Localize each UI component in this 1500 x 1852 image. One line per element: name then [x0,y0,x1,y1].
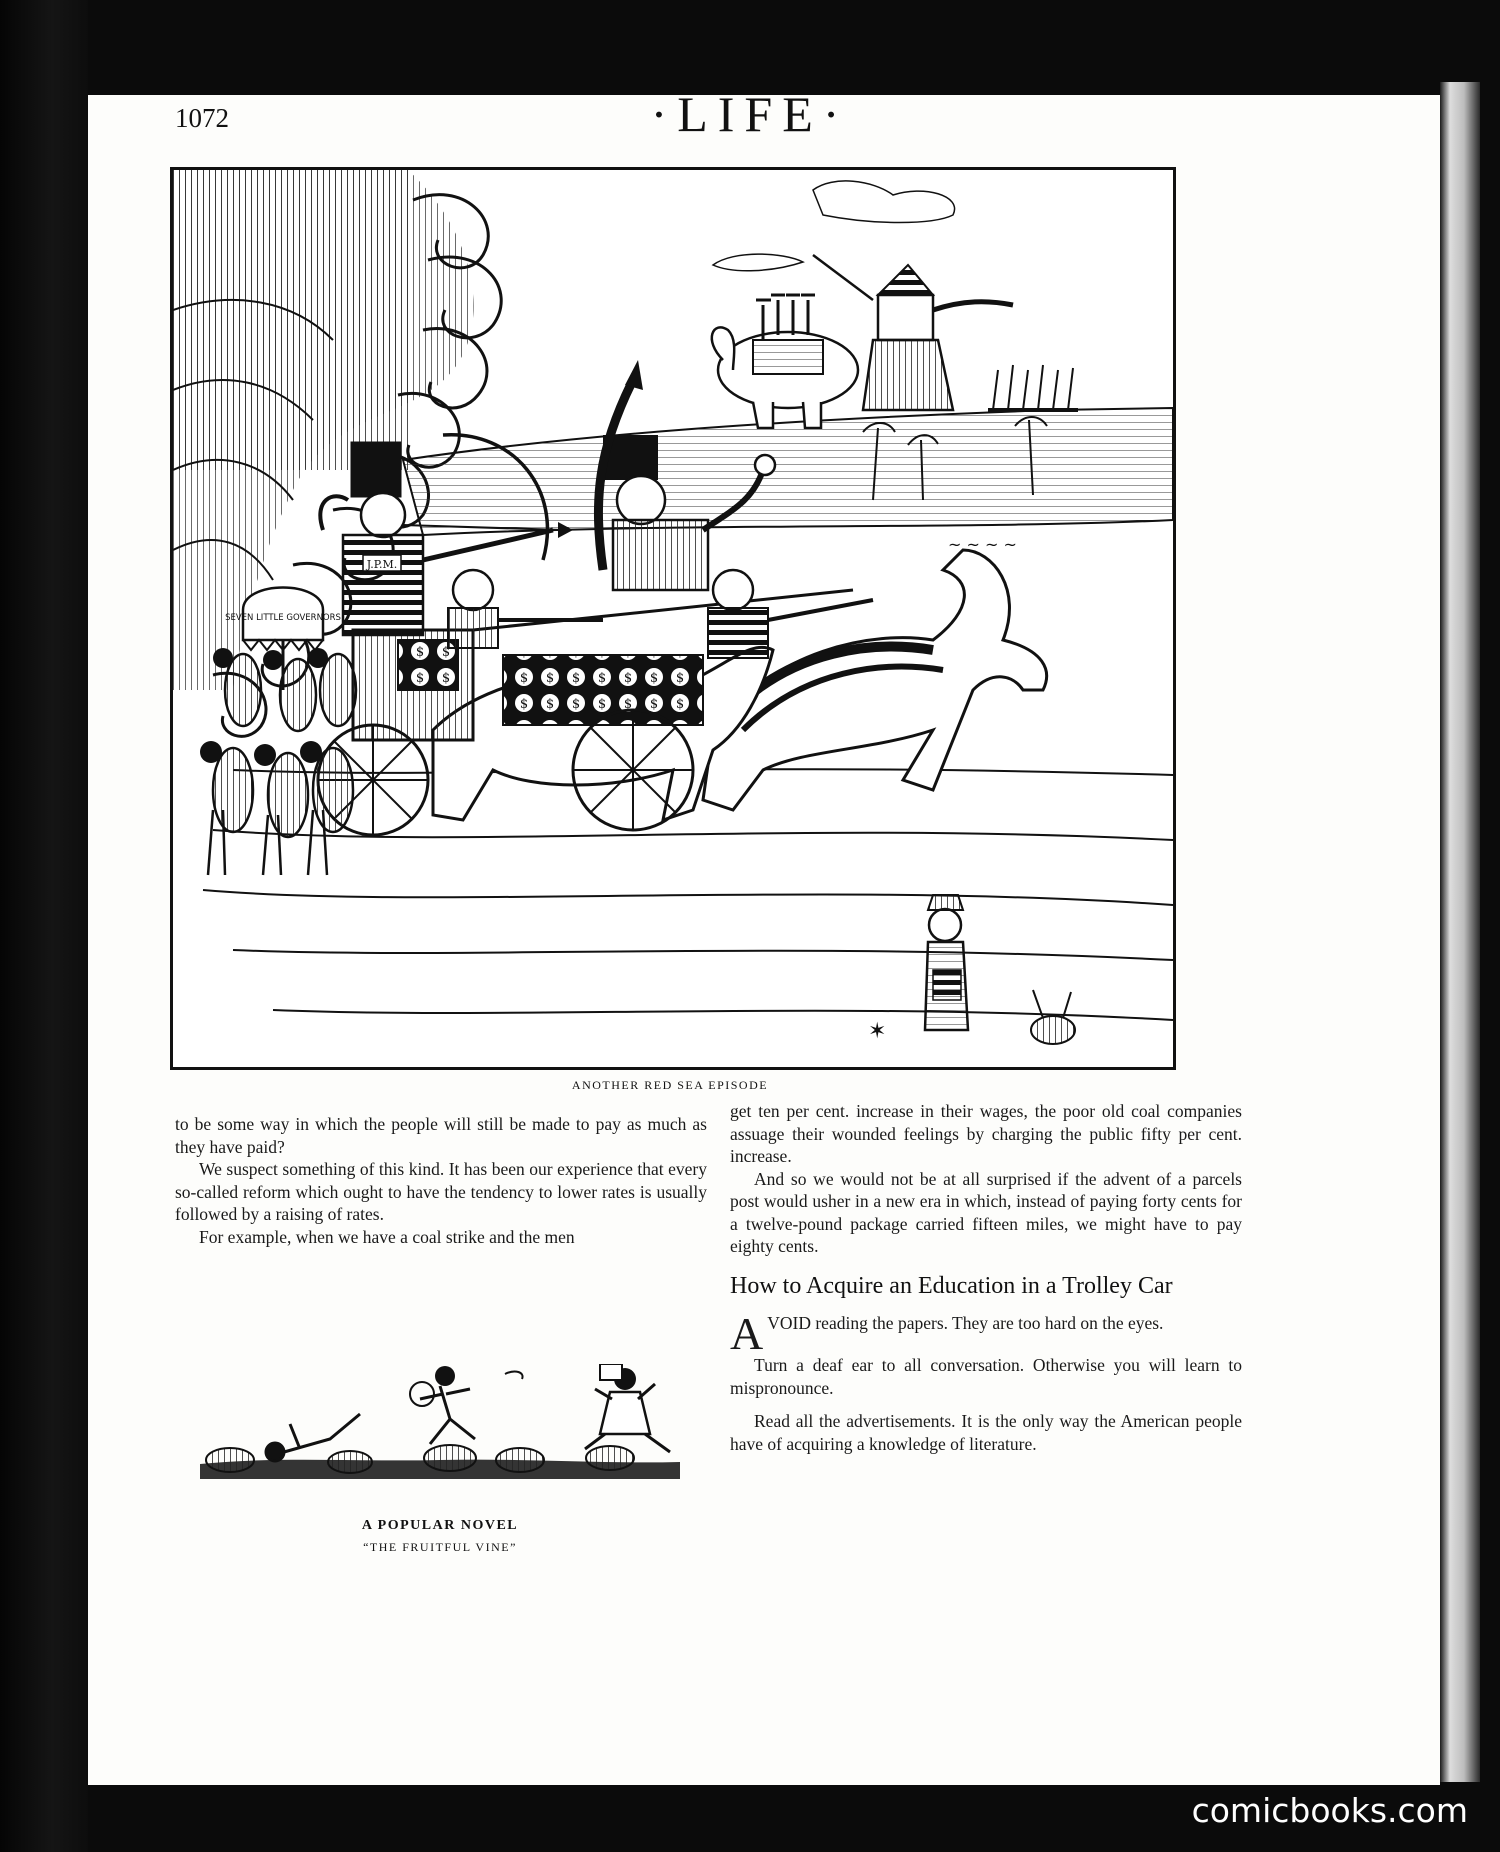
paragraph: to be some way in which the people will still be made to pay as much as they have paid? [175,1114,707,1157]
adjacent-page-edge [1440,82,1480,1782]
site-watermark: comicbooks.com [1191,1791,1468,1830]
page-number: 1072 [175,103,229,133]
article-body [730,1308,1242,1455]
article-title: How to Acquire an Education in a Trolley Car [730,1273,1173,1299]
popular-novel-cartoon [200,1364,680,1479]
article-lead [730,1308,1242,1359]
drop-cap: A [730,1308,764,1359]
paragraph: For example, when we have a coal strike and the men [199,1226,575,1247]
shirt-monogram: J.P.M. [366,558,398,571]
cloud [713,254,803,271]
paragraph: Read all the advertisements. It is the only way the American people have of acquiring a knowledge of literature. [730,1411,1242,1454]
lead-text: VOID reading the papers. They are too hard on the eyes. [767,1313,1164,1333]
paragraph: get ten per cent. increase in their wages, the poor old coal companies assuage their wounded feelings by charging the public fifty per cent. increase. [730,1101,1242,1166]
right-text-column [730,1100,1242,1258]
distant-hills [403,408,1173,535]
crab-figure [1031,990,1075,1044]
elephant-with-riders [712,295,858,428]
bystander-figure [925,895,968,1030]
cartoon-illustration [173,170,1173,1067]
cartoon-caption: ANOTHER RED SEA EPISODE [571,1078,769,1092]
cloud [813,181,955,223]
runner-figure [410,1366,475,1444]
birds: ~ ~ ~ ~ [948,535,1017,554]
starfish: ✶ [868,1019,887,1044]
scan-border [0,0,88,1852]
paragraph: And so we would not be at all surprised if the advent of a parcels post would usher in a new era in which, instead of paying forty cents for a twelve-pound package carried fifteen miles, we might have to pay eighty cents. [730,1168,1242,1256]
masthead-title: ·LIFE· [650,86,850,142]
paragraph: We suspect something of this kind. It has been our experience that every so-called reform which ought to have the tendency to lower rates is usually followed by a raising of rates. [175,1159,707,1224]
novel-title: A POPULAR NOVEL [361,1518,519,1533]
canopy-label: SEVEN LITTLE GOVERNORS [225,613,341,623]
main-cartoon [170,167,1176,1070]
chasing-figure [585,1364,670,1452]
spear-army [988,365,1078,410]
front-rider-figure [448,570,603,648]
paragraph: Turn a deaf ear to all conversation. Otherwise you will learn to mispronounce. [730,1355,1242,1398]
novel-subtitle: “THE FRUITFUL VINE” [363,1540,517,1554]
left-text-column [175,1113,707,1248]
